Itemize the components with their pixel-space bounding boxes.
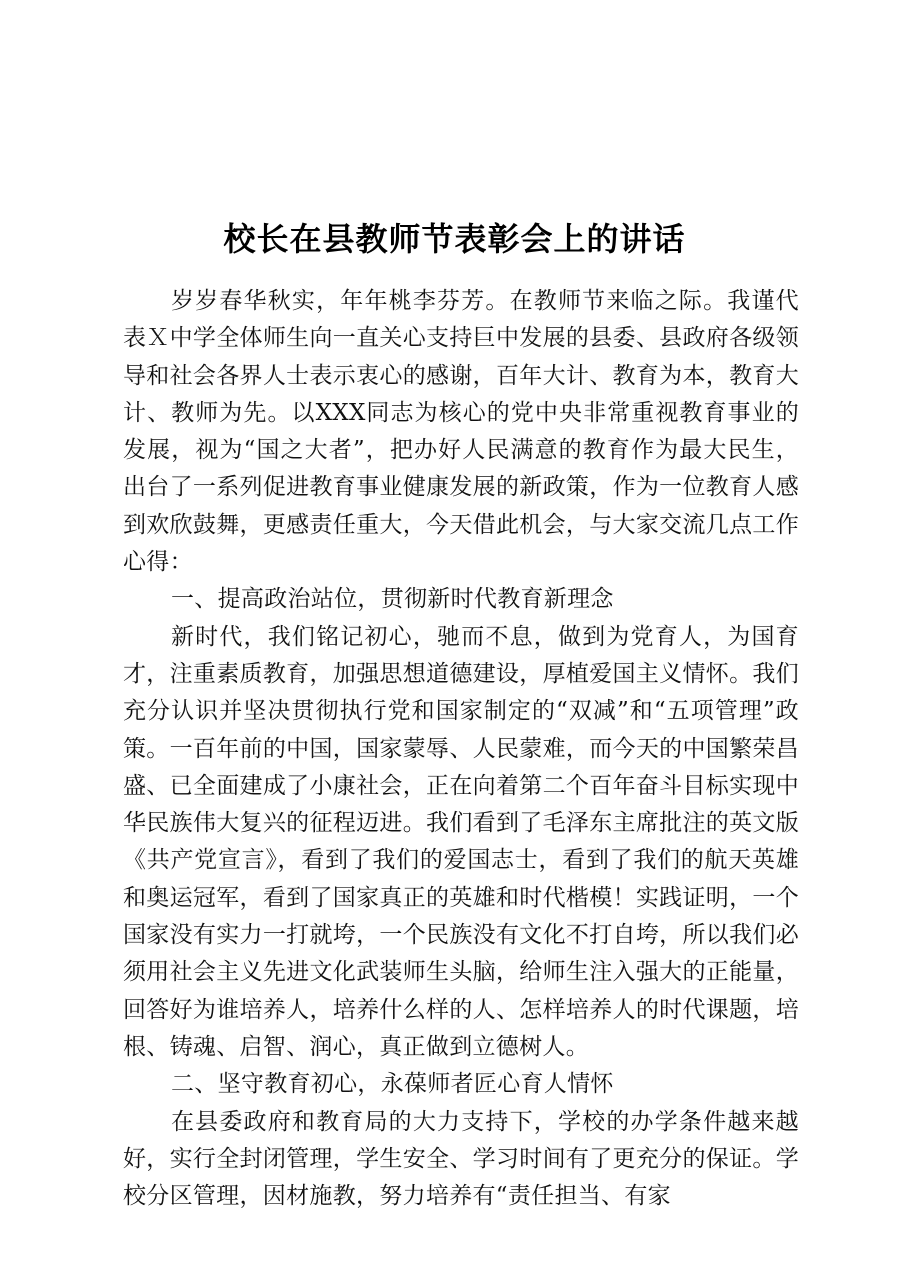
intro-paragraph: 岁岁春华秋实，年年桃李芬芳。在教师节来临之际。我谨代表Ｘ中学全体师生向一直关心支持巨中发展的县委、县政府各级领导和社会各界人士表示衷心的感谢，百年大计、教育为本，教育大计、教师为先。以XXX同志为核心的党中央非常重视教育事业的发展，视为“国之大者”，把办好人民满意的教育作为最大民生，出台了一系列促进教育事业健康发展的新政策，作为一位教育人感到欢欣鼓舞，更感责任重大，今天借此机会，与大家交流几点工作心得： bbox=[123, 288, 799, 576]
document-body bbox=[123, 283, 799, 1215]
section-heading-2: 二、坚守教育初心，永葆师者匠心育人情怀 bbox=[171, 1071, 614, 1098]
document-title: 校长在县教师节表彰会上的讲话 bbox=[223, 220, 686, 259]
section-2-paragraph: 在县委政府和教育局的大力支持下，学校的办学条件越来越好，实行全封闭管理，学生安全、学习时间有了更充分的保证。学校分区管理，因材施教，努力培养有“责任担当、有家 bbox=[123, 1108, 799, 1210]
section-heading-1: 一、提高政治站位，贯彻新时代教育新理念 bbox=[171, 586, 614, 613]
section-1-paragraph: 新时代，我们铭记初心，驰而不息，做到为党育人，为国育才，注重素质教育，加强思想道德建设，厚植爱国主义情怀。我们充分认识并坚决贯彻执行党和国家制定的“双减”和“五项管理”政策。一百年前的中国，国家蒙辱、人民蒙难，而今天的中国繁荣昌盛、已全面建成了小康社会，正在向着第二个百年奋斗目标实现中华民族伟大复兴的征程迈进。我们看到了毛泽东主席批注的英文版《共产党宣言》，看到了我们的爱国志士，看到了我们的航天英雄和奥运冠军，看到了国家真正的英雄和时代楷模！实践证明，一个国家没有实力一打就垮，一个民族没有文化不打自垮，所以我们必须用社会主义先进文化武装师生头脑，给师生注入强大的正能量，回答好为谁培养人，培养什么样的人、怎样培养人的时代课题，培根、铸魂、启智、润心，真正做到立德树人。 bbox=[123, 623, 799, 1060]
